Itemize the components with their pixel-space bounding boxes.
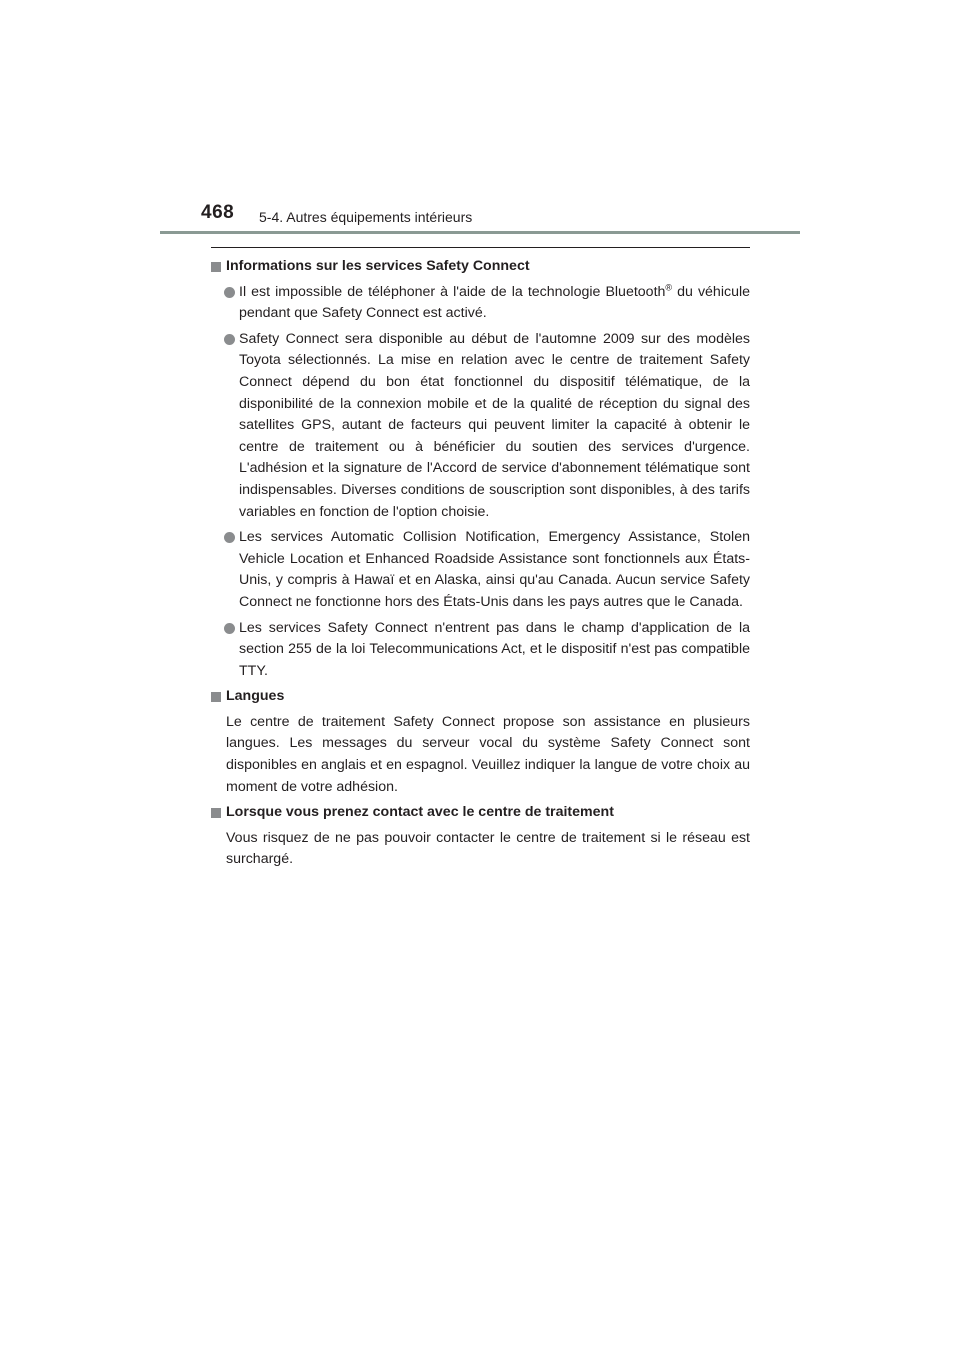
heading-text: Informations sur les services Safety Connect [226, 258, 530, 274]
section-heading [211, 256, 750, 278]
circle-bullet-icon [224, 287, 235, 298]
content-rule [211, 247, 750, 248]
bullet-text-cont: du véhicule pendant que Safety Connect est activé. [239, 283, 751, 322]
bullet-text: Les services Automatic Collision Notification, Emergency Assistance, Stolen Vehicle Location et Enhanced Roadside Assistance sont fonctionnels aux États-Unis, y compris à Hawaï et en Alaska, ainsi qu'au Canada. Aucun service Safety Connect ne fonctionne hors des États-Unis dans les pays autres que le Canada. [239, 529, 750, 610]
heading-text: Lorsque vous prenez contact avec le centre de traitement [226, 804, 614, 821]
list-item [224, 527, 750, 613]
registered-mark: ® [665, 281, 673, 292]
bullet-text: Les services Safety Connect n'entrent pas dans le champ d'application de la section 255 de la loi Telecommunications Act, et le dispositif n'est pas compatible TTY. [239, 619, 750, 679]
square-bullet-icon [211, 692, 221, 702]
list-item [224, 282, 750, 325]
bullet-text: Safety Connect sera disponible au début de l'automne 2009 sur des modèles Toyota sélectionnés. La mise en relation avec le centre de traitement Safety Connect dépend du bon état fonctionnel du dispositif télématique, de la disponibilité de la connexion mobile et de la qualité de réception du signal des satellites GPS, autant de facteurs qui peuvent limiter la capacité à obtenir le centre de traitement ou à bénéficier du soutien des services d'urgence. L'adhésion et la signature de l'Accord de service d'abonnement télématique sont indispensables. Diverses conditions de souscription sont disponibles, à des tarifs variables en fonction de l'option choisie. [239, 330, 750, 520]
square-bullet-icon [211, 262, 221, 272]
paragraph: Vous risquez de ne pas pouvoir contacter le centre de traitement si le réseau est surchargé. [226, 829, 750, 868]
list-item [224, 329, 750, 523]
circle-bullet-icon [224, 532, 235, 543]
bullet-text: Il est impossible de téléphoner à l'aide de la technologie Bluetooth [239, 283, 666, 300]
content [211, 256, 750, 875]
list-item [224, 618, 750, 683]
header-rule [160, 231, 800, 234]
section-heading [211, 802, 750, 824]
circle-bullet-icon [224, 334, 235, 345]
square-bullet-icon [211, 808, 221, 818]
section-heading [211, 686, 750, 708]
paragraph: Le centre de traitement Safety Connect propose son assistance en plusieurs langues. Les messages du serveur vocal du système Safety Connect sont disponibles en anglais et en espagnol. Veuillez indiquer la langue de votre choix au moment de votre adhésion. [226, 713, 750, 795]
page-number: 468 [201, 202, 235, 223]
circle-bullet-icon [224, 623, 235, 634]
heading-text: Langues [226, 688, 285, 705]
section-title: 5-4. Autres équipements intérieurs [259, 209, 473, 225]
